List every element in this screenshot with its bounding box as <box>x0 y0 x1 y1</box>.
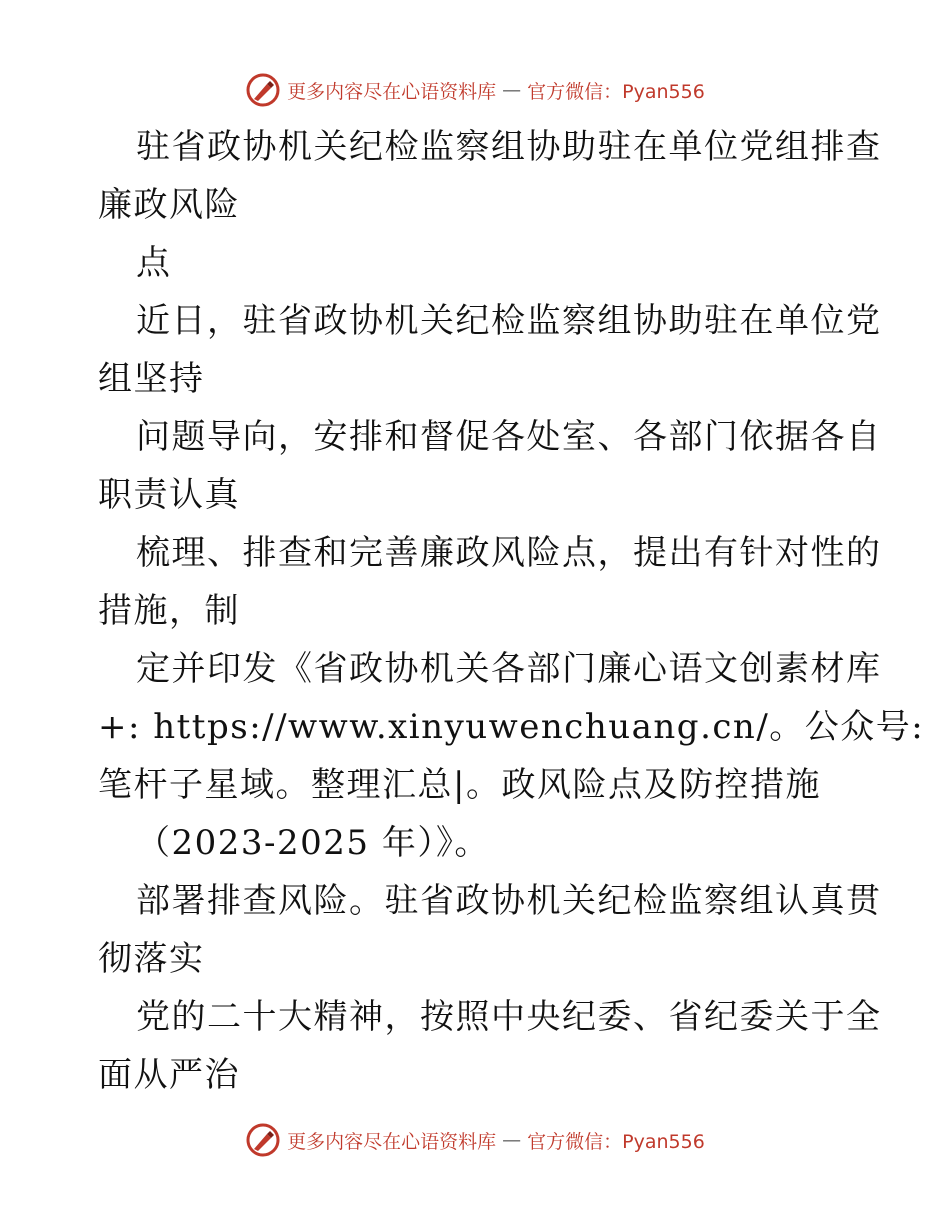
text-line: 彻落实 <box>98 939 205 979</box>
footer-watermark-banner <box>0 1120 950 1160</box>
banner-wechat-text: 官方微信：Pyan556 <box>527 80 705 103</box>
text-line: 问题导向，安排和督促各处室、各部门依据各自 <box>136 417 882 457</box>
text-line: 面从严治 <box>98 1055 240 1095</box>
banner-lead-text: 更多内容尽在心语资料库 <box>287 80 497 103</box>
pen-logo-icon <box>245 72 281 108</box>
text-line: （2023-2025 年）》。 <box>136 823 490 863</box>
text-line: 梳理、排查和完善廉政风险点，提出有针对性的 <box>136 533 882 573</box>
text-line: 职责认真 <box>98 475 240 515</box>
document-body <box>98 118 925 1104</box>
header-watermark-banner <box>0 70 950 110</box>
text-line: 笔杆子星域。整理汇总|。政风险点及防控措施 <box>98 765 821 805</box>
pen-logo-icon <box>245 1122 281 1158</box>
text-line: 定并印发《省政协机关各部门廉心语文创素材库 <box>136 649 882 689</box>
text-line: 廉政风险 <box>98 185 240 225</box>
banner-dash: — <box>502 79 522 101</box>
text-line: +: https://www.xinyuwenchuang.cn/。公众号: <box>98 707 925 747</box>
text-line: 组坚持 <box>98 359 205 399</box>
banner-wechat-text: 官方微信：Pyan556 <box>527 1130 705 1153</box>
text-line: 点 <box>136 243 172 283</box>
text-line: 部署排查风险。驻省政协机关纪检监察组认真贯 <box>136 881 882 921</box>
banner-dash: — <box>502 1129 522 1151</box>
text-line: 党的二十大精神，按照中央纪委、省纪委关于全 <box>136 997 882 1037</box>
text-line: 驻省政协机关纪检监察组协助驻在单位党组排查 <box>136 127 882 167</box>
text-line: 近日，驻省政协机关纪检监察组协助驻在单位党 <box>136 301 882 341</box>
text-line: 措施，制 <box>98 591 240 631</box>
banner-lead-text: 更多内容尽在心语资料库 <box>287 1130 497 1153</box>
